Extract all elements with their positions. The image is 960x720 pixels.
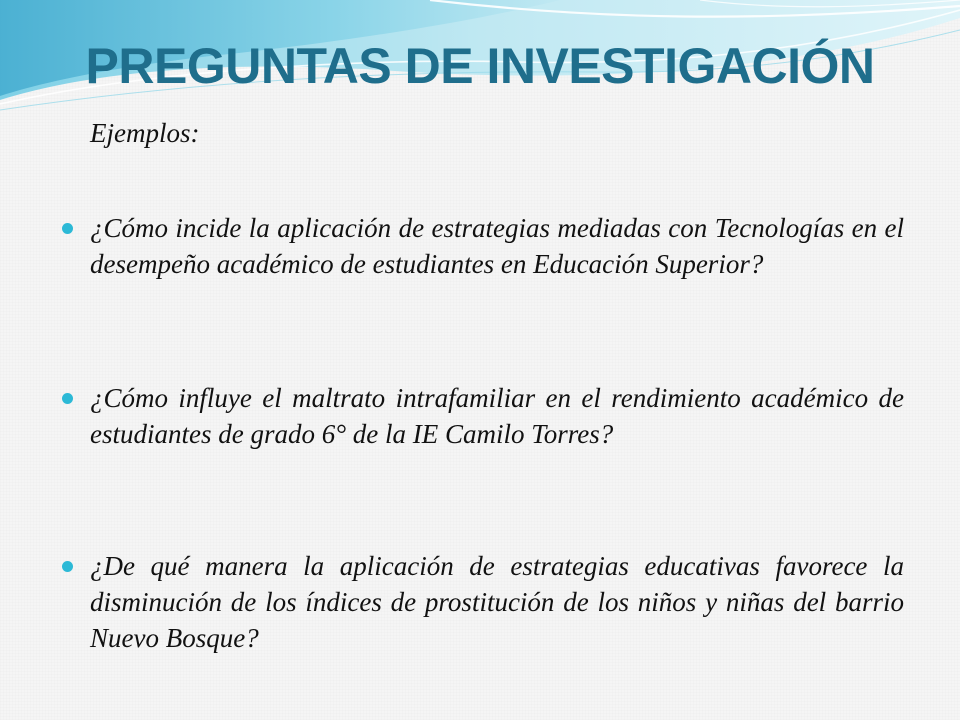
bullet-dot-icon: [62, 393, 73, 404]
examples-label: Ejemplos:: [90, 118, 200, 148]
page-title: PREGUNTAS DE INVESTIGACIÓN: [85, 38, 875, 94]
bullet-dot-icon: [62, 561, 73, 572]
question-text: ¿Cómo incide la aplicación de estrategias mediadas con Tecnologías en el desempeño académico de estudiantes en Educación Superior?: [90, 213, 904, 279]
question-text: ¿De qué manera la aplicación de estrategias educativas favorece la disminución de los índices de prostitución de los niños y niñas del barrio Nuevo Bosque?: [90, 551, 904, 653]
bullet-dot-icon: [62, 223, 73, 234]
question-text: ¿Cómo influye el maltrato intrafamiliar en el rendimiento académico de estudiantes de grado 6° de la IE Camilo Torres?: [90, 383, 904, 449]
